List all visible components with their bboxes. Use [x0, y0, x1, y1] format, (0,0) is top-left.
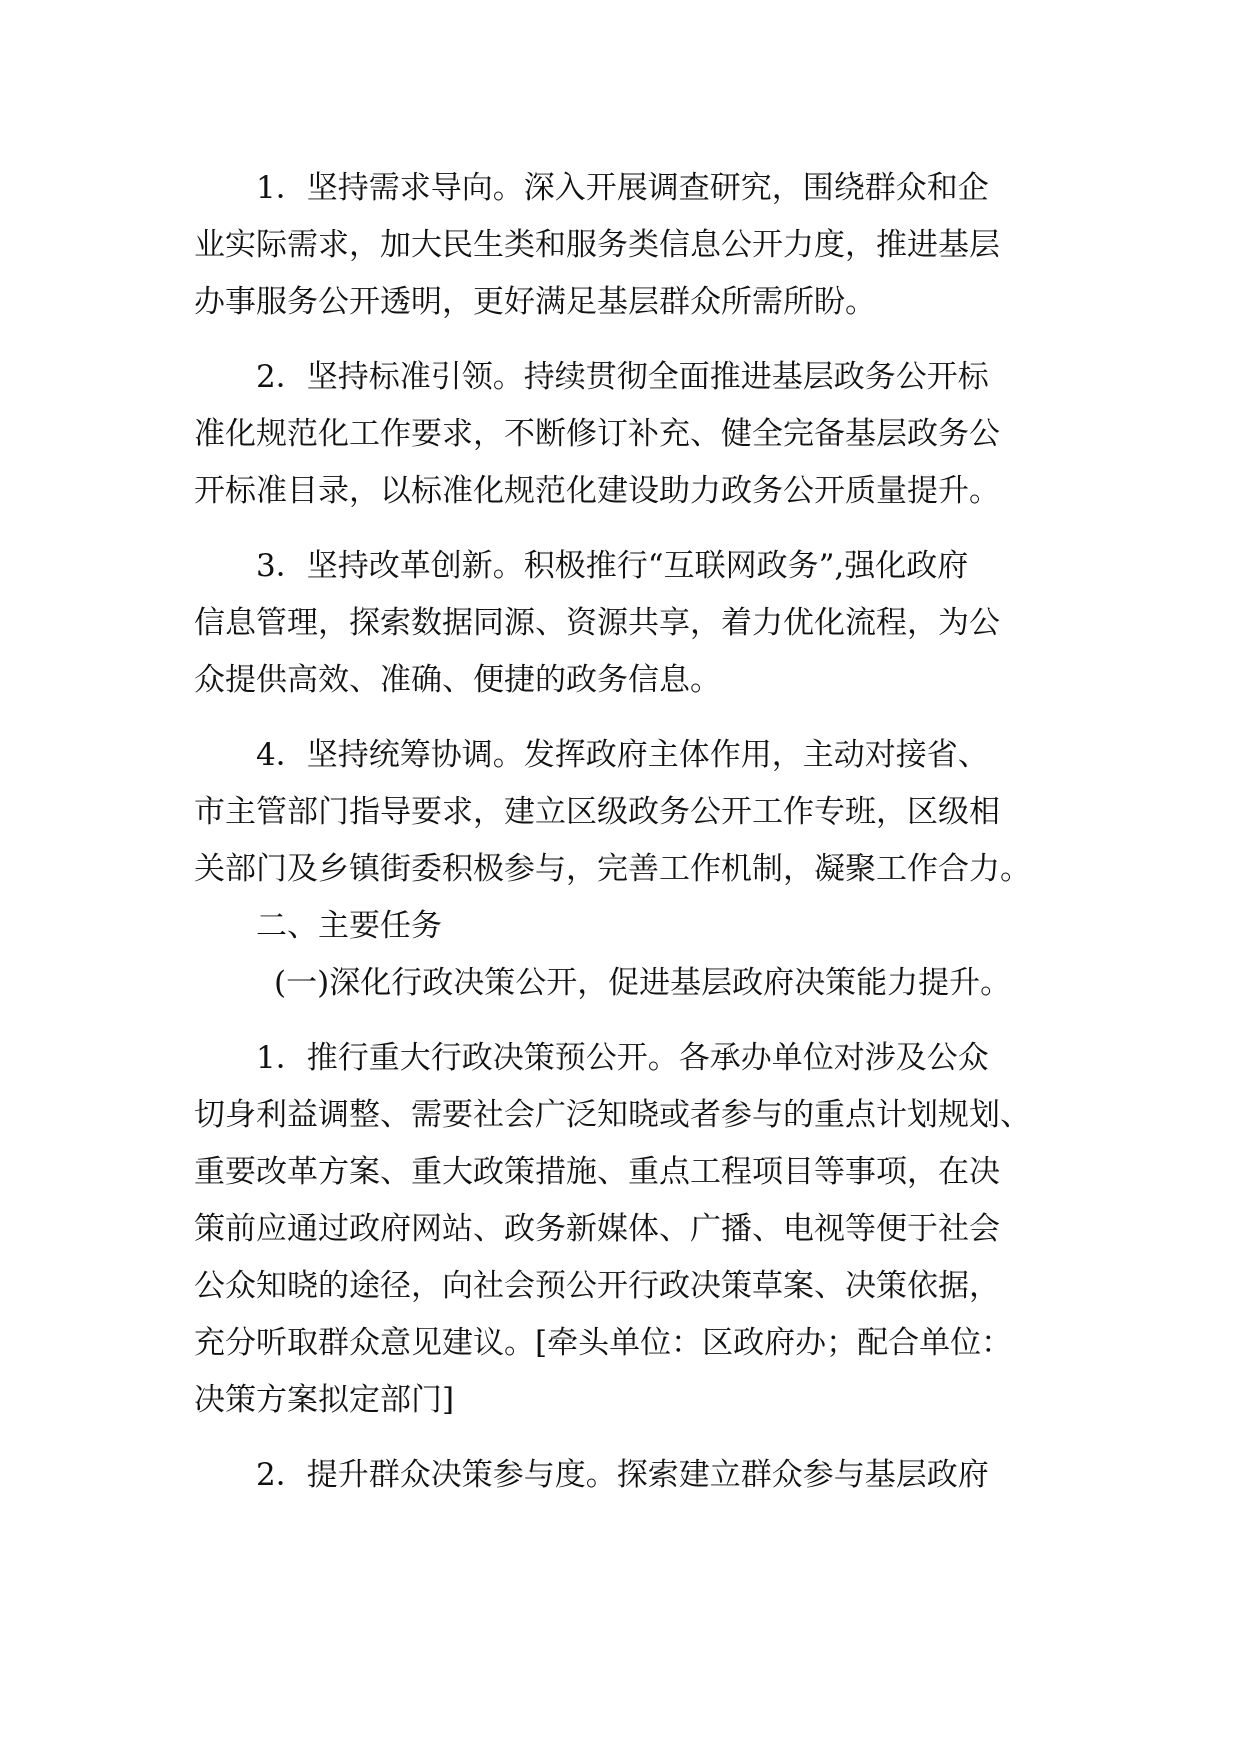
text-line: 策前应通过政府网站、政务新媒体、广播、电视等便于社会	[194, 1211, 1000, 1247]
paragraph-spacing	[194, 520, 1054, 538]
paragraph-reform-innovation	[194, 538, 1054, 709]
paragraph-standard-guidance	[194, 349, 1054, 520]
paragraph-demand-orientation	[194, 160, 1054, 331]
section-heading: 二、主要任务	[256, 908, 442, 944]
text-line: 重要改革方案、重大政策措施、重点工程项目等事项，在决	[194, 1154, 1000, 1190]
paragraph-overall-coordination	[194, 727, 1054, 898]
text-line: 3．坚持改革创新。积极推行“互联网政务”,强化政府	[256, 548, 969, 584]
text-line: 众提供高效、准确、便捷的政务信息。	[194, 662, 721, 698]
text-line: 信息管理，探索数据同源、资源共享，着力优化流程，为公	[194, 605, 1000, 641]
text-line: 办事服务公开透明，更好满足基层群众所需所盼。	[194, 284, 876, 320]
text-line: 切身利益调整、需要社会广泛知晓或者参与的重点计划规划、	[194, 1097, 1031, 1133]
paragraph-public-participation	[194, 1447, 1054, 1504]
subsection-heading-decision-disclosure	[194, 955, 1054, 1012]
text-line: 1．推行重大行政决策预公开。各承办单位对涉及公众	[256, 1040, 989, 1076]
text-line: 1．坚持需求导向。深入开展调查研究，围绕群众和企	[256, 170, 989, 206]
text-line: 公众知晓的途径，向社会预公开行政决策草案、决策依据，	[194, 1268, 1000, 1304]
paragraph-spacing	[194, 709, 1054, 727]
text-line: 2．提升群众决策参与度。探索建立群众参与基层政府	[256, 1457, 989, 1493]
paragraph-major-decision-predisclosure	[194, 1030, 1054, 1429]
text-line: 关部门及乡镇街委积极参与，完善工作机制，凝聚工作合力。	[194, 851, 1031, 887]
section-heading-main-tasks	[194, 898, 1054, 955]
text-line: 市主管部门指导要求，建立区级政务公开工作专班，区级相	[194, 794, 1000, 830]
paragraph-spacing	[194, 1429, 1054, 1447]
text-line: 业实际需求，加大民生类和服务类信息公开力度，推进基层	[194, 227, 1000, 263]
text-line: 决策方案拟定部门]	[194, 1382, 455, 1418]
text-line: 4．坚持统筹协调。发挥政府主体作用，主动对接省、	[256, 737, 989, 773]
document-body	[194, 160, 1054, 1504]
paragraph-spacing	[194, 331, 1054, 349]
paragraph-spacing	[194, 1012, 1054, 1030]
text-line: 准化规范化工作要求，不断修订补充、健全完备基层政务公	[194, 416, 1000, 452]
text-line: 充分听取群众意见建议。[牵头单位：区政府办；配合单位：	[194, 1325, 1013, 1361]
text-line: 2．坚持标准引领。持续贯彻全面推进基层政务公开标	[256, 359, 989, 395]
subsection-heading: (一)深化行政决策公开，促进基层政府决策能力提升。	[274, 965, 1012, 1001]
text-line: 开标准目录，以标准化规范化建设助力政务公开质量提升。	[194, 473, 1000, 509]
